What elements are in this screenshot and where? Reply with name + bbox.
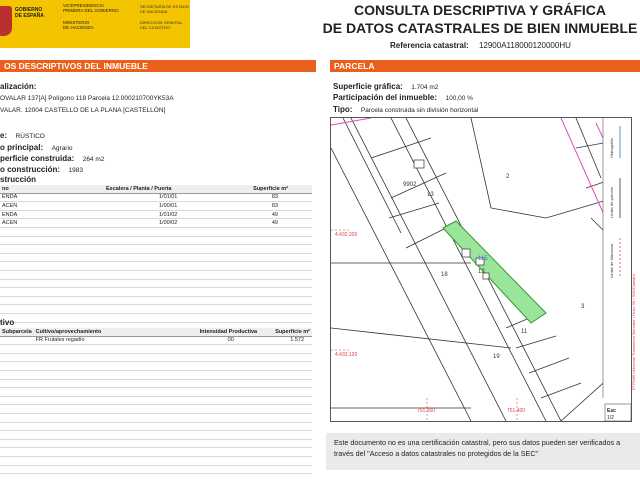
table-row-empty xyxy=(0,362,312,371)
coord-x1: 751.300 xyxy=(417,408,436,414)
table-row-empty xyxy=(0,345,312,354)
table-row-empty xyxy=(0,262,312,271)
ministry-line-1: MINISTERIO xyxy=(63,19,90,25)
cultivo-table xyxy=(0,328,312,474)
table-row-empty xyxy=(0,296,312,305)
table-row-empty xyxy=(0,396,312,405)
vicepresidencia-label xyxy=(63,3,119,31)
vice-line-2: PRIMERA DEL GOBIERNO xyxy=(63,8,119,14)
col-header-intensidad: Intensidad Productiva xyxy=(198,328,272,336)
table-row-empty xyxy=(0,422,312,431)
cell-cultivo: FR Frutales regadío xyxy=(34,336,198,345)
clase-label: e: xyxy=(0,131,8,140)
table-row xyxy=(0,219,312,228)
table-row-empty xyxy=(0,431,312,440)
table-row xyxy=(0,336,312,345)
direccion-line-1: DIRECCIÓN GENERAL xyxy=(140,20,183,25)
label-3: 3 xyxy=(581,304,585,310)
table-row-empty xyxy=(0,456,312,465)
cell-escalera: 1/01/01 xyxy=(104,193,228,202)
cell-superficie: 49 xyxy=(228,219,312,228)
notice-line-1: Este documento no es una certificación catastral, pero sus datos pueden ser verificados a xyxy=(334,438,621,447)
legend-limite-manzana: Límite de Manzana xyxy=(609,243,614,278)
gov-line-1: GOBIERNO xyxy=(15,7,43,13)
participacion-value: 100,00 % xyxy=(445,95,473,102)
table-row-empty xyxy=(0,227,312,236)
label-12: 12 xyxy=(478,269,485,275)
cell-superficie: 83 xyxy=(228,202,312,211)
map-coordinates xyxy=(335,232,525,414)
map-legend-column xyxy=(603,118,631,421)
table-row-empty xyxy=(0,253,312,262)
col-header-escalera: Escalera / Planta / Puerta xyxy=(104,185,228,193)
cell-destino: ENDA xyxy=(0,210,104,219)
col-header-cultivo: Cultivo/aprovechamiento xyxy=(34,328,198,336)
label-9902: 9902 xyxy=(403,182,417,188)
ministry-line-2: DE HACIENDA xyxy=(63,25,94,31)
map-side-text: ETRS89 Universal Transversa Mercator • Huso 30 • SIG/Catastro xyxy=(631,274,636,390)
table-row-empty xyxy=(0,288,312,297)
scale-value: 1/2 xyxy=(607,415,614,421)
localizacion-line-2: VALAR. 12004 CASTELLO DE LA PLANA [CASTELLÓN] xyxy=(0,107,166,114)
table-row-empty xyxy=(0,370,312,379)
gobierno-label xyxy=(15,7,44,19)
cell-destino: ACEN xyxy=(0,202,104,211)
localizacion-label: alización: xyxy=(0,82,37,91)
table-row-empty xyxy=(0,353,312,362)
refcat-value: 12900A118000120000HU xyxy=(478,41,571,50)
table-row-empty xyxy=(0,465,312,474)
table-header-row xyxy=(0,328,312,336)
page-title-line-2: DE DATOS CATASTRALES DE BIEN INMUEBLE xyxy=(322,20,638,36)
notice-line-2: través del "Acceso a datos catastrales no protegidos de la SEC" xyxy=(334,449,539,458)
clase-value: RÚSTICO xyxy=(15,133,45,140)
cell-escalera: 1/01/02 xyxy=(104,210,228,219)
coat-of-arms-icon xyxy=(0,6,12,36)
sup-grafica-value: 1.704 m2 xyxy=(411,84,439,91)
superficie-label: perficie construida: xyxy=(0,154,75,163)
section-bar-inmueble xyxy=(0,60,316,72)
table-row-empty xyxy=(0,279,312,288)
cultivo-title: tivo xyxy=(0,318,15,327)
coord-y1: 4.432.200 xyxy=(335,232,358,238)
secretaria-label xyxy=(140,4,189,30)
section-title-highlight: INMUEBLE xyxy=(103,61,148,71)
legend-hidrografia: Hidrografía xyxy=(609,138,614,158)
table-row-empty xyxy=(0,313,312,322)
table-row xyxy=(0,202,312,211)
page-title-line-1: CONSULTA DESCRIPTIVA Y GRÁFICA xyxy=(353,2,606,18)
section-title-prefix: OS DESCRIPTIVOS DEL xyxy=(4,61,104,71)
table-row-empty xyxy=(0,388,312,397)
refcat-label: Referencia catastral: xyxy=(390,41,469,50)
government-logo-block xyxy=(0,0,190,48)
cell-escalera: 1/00/01 xyxy=(104,202,228,211)
superficie-value: 264 m2 xyxy=(82,156,105,163)
label-13: 13 xyxy=(427,192,434,198)
section-bar-parcela: PARCELA xyxy=(330,60,640,72)
label-2: 2 xyxy=(506,174,510,180)
secretaria-line-2: DE HACIENDA xyxy=(140,9,168,14)
uso-label: o principal: xyxy=(0,143,44,152)
anio-value: 1983 xyxy=(68,167,83,174)
participacion-label: Participación del inmueble: xyxy=(333,93,438,102)
col-header-superficie: Superficie m² xyxy=(228,185,312,193)
cell-superficie: 49 xyxy=(228,210,312,219)
table-row-empty xyxy=(0,236,312,245)
tipo-value: Parcela construida sin división horizontal xyxy=(360,107,479,114)
table-row-empty xyxy=(0,305,312,314)
table-row xyxy=(0,193,312,202)
cell-superficie: 83 xyxy=(228,193,312,202)
cell-escalera: 1/00/02 xyxy=(104,219,228,228)
municipal-boundaries xyxy=(331,118,631,253)
cadastral-map[interactable] xyxy=(330,117,632,422)
secretaria-line-1: SECRETARÍA DE ESTADO xyxy=(140,4,189,9)
table-header-row xyxy=(0,185,312,193)
tipo-row xyxy=(333,99,478,117)
localizacion-line-1: OVALAR 137[A] Polígono 118 Parcela 12.000210700YK53A xyxy=(0,95,174,102)
legend-limite-parcela: Límite de parcela xyxy=(609,187,614,218)
table-row-empty xyxy=(0,439,312,448)
uso-value: Agrario xyxy=(51,145,73,152)
table-row-empty xyxy=(0,245,312,254)
col-header-subparcela: Subparcela xyxy=(2,328,32,335)
label-18: 18 xyxy=(441,272,448,278)
coord-x2: 751.400 xyxy=(507,408,526,414)
construccion-title: strucción xyxy=(0,175,37,184)
vice-line-1: VICEPRESIDENCIA xyxy=(63,3,105,8)
disclaimer-notice xyxy=(326,433,640,470)
cell-destino: ACEN xyxy=(0,219,104,228)
table-row-empty xyxy=(0,448,312,457)
table-row xyxy=(0,210,312,219)
col-header-destino: no xyxy=(0,185,104,193)
cell-subparcela xyxy=(0,336,34,345)
direccion-line-2: DEL CATASTRO xyxy=(140,25,170,30)
label-11: 11 xyxy=(521,329,528,335)
table-row-empty xyxy=(0,413,312,422)
cell-destino: ENDA xyxy=(0,193,104,202)
referencia-catastral xyxy=(390,41,571,50)
table-row-empty xyxy=(0,405,312,414)
table-row-empty xyxy=(0,379,312,388)
sup-grafica-label: Superficie gráfica: xyxy=(333,82,403,91)
highlighted-parcel-12[interactable] xyxy=(443,221,546,323)
table-row-empty xyxy=(0,270,312,279)
scale-label: Esc xyxy=(607,408,616,414)
label-115: 115 xyxy=(478,256,488,262)
tipo-label: Tipo: xyxy=(333,105,353,114)
label-19: 19 xyxy=(493,354,500,360)
gov-line-2: DE ESPAÑA xyxy=(15,13,44,19)
cell-intensidad: 00 xyxy=(198,336,272,345)
coord-y2: 4.432.120 xyxy=(335,352,358,358)
cell-superficie: 1.572 xyxy=(272,336,312,345)
construccion-table xyxy=(0,185,312,323)
anio-label: o construcción: xyxy=(0,165,61,174)
map-svg xyxy=(331,118,631,421)
col-header-superficie: Superficie m² xyxy=(272,328,312,336)
